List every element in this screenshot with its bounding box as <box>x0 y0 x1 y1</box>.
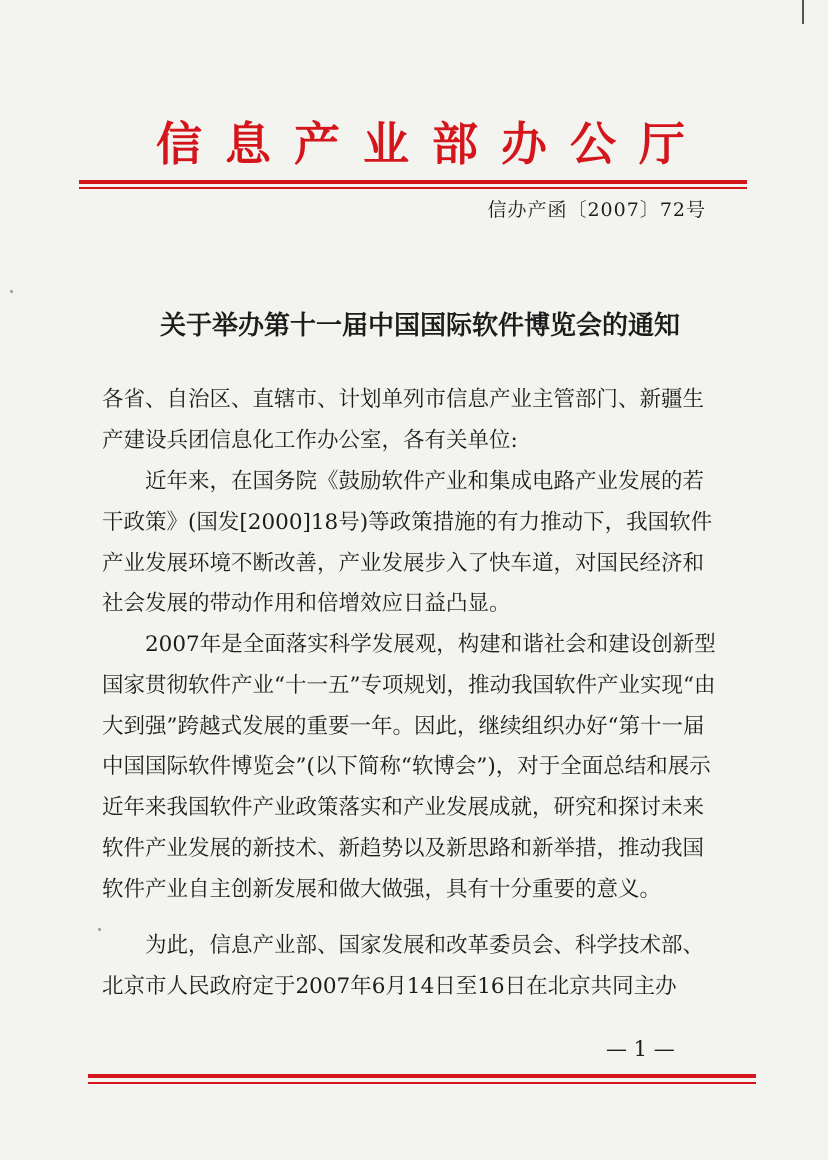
scan-edge-mark <box>802 0 804 24</box>
scan-speck <box>98 928 101 931</box>
document-title: 关于举办第十一届中国国际软件博览会的通知 <box>159 311 680 341</box>
document-number: 信办产函〔2007〕72号 <box>487 199 706 221</box>
paragraph-1: 近年来，在国务院《鼓励软件产业和集成电路产业发展的若干政策》(国发[2000]18号)等政策措施的有力推动下，我国软件产业发展环境不断改善，产业发展步入了快车道，对国民经济和社会发展的带动作用和倍增效应日益凸显。 <box>102 469 713 617</box>
salutation: 各省、自治区、直辖市、计划单列市信息产业主管部门、新疆生产建设兵团信息化工作办公室，各有关单位: <box>102 387 705 453</box>
footer-red-rule-thin <box>88 1082 756 1084</box>
page-number: — 1 — <box>606 1037 675 1061</box>
paragraph-3: 为此，信息产业部、国家发展和改革委员会、科学技术部、北京市人民政府定于2007年6月14日至16日在北京共同主办 <box>102 933 705 999</box>
paragraph-2: 2007年是全面落实科学发展观，构建和谐社会和建设创新型国家贯彻软件产业“十一五”专项规划，推动我国软件产业实现“由大到强”跨越式发展的重要一年。因此，继续组织办好“第十一届中国国际软件博览会”(以下简称“软博会”)，对于全面总结和展示近年来我国软件产业政策落实和产业发展成就，研究和探讨未来软件产业发展的新技术、新趋势以及新思路和新举措，推动我国软件产业自主创新发展和做大做强，具有十分重要的意义。 <box>102 632 716 902</box>
issuer-heading: 信息产业部办公厅 <box>156 117 708 171</box>
scan-speck <box>10 290 13 293</box>
footer-red-rule-thick <box>88 1074 756 1078</box>
header-red-rule-thin <box>79 187 747 189</box>
header-red-rule-thick <box>79 180 747 184</box>
